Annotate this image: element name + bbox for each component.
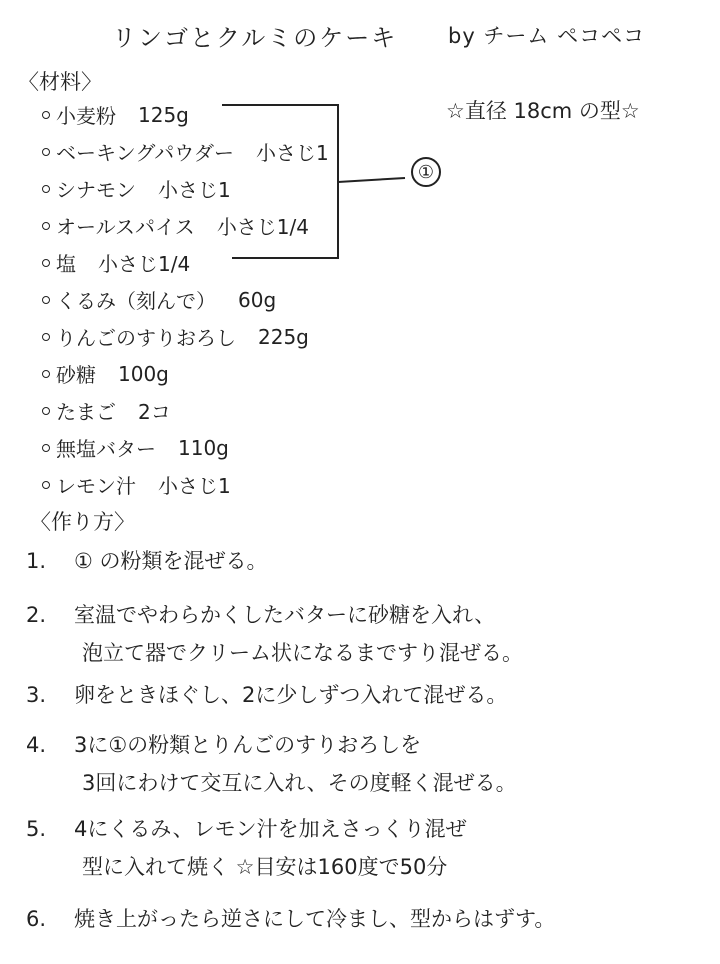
ingredient-name: くるみ（刻んで） xyxy=(56,289,216,313)
ingredient-amount: 小さじ1 xyxy=(158,474,231,498)
step-item xyxy=(26,679,555,729)
ingredient-name: レモン汁 xyxy=(56,474,136,498)
ingredients-heading: 〈材料〉 xyxy=(18,70,102,94)
ingredient-amount: 225g xyxy=(258,324,309,349)
ingredient-name: 小麦粉 xyxy=(56,104,116,128)
step-number: 4. xyxy=(26,733,47,757)
step-number: 2. xyxy=(26,603,47,627)
group-marker: ① xyxy=(411,157,441,187)
step-text-continued: 泡立て器でクリーム状になるまですり混ぜる。 xyxy=(82,641,523,665)
ingredient-amount: 110g xyxy=(178,435,229,460)
ingredient-name: ベーキングパウダー xyxy=(56,141,234,165)
ingredient-name: オールスパイス xyxy=(56,215,195,239)
ingredient-name: 塩 xyxy=(56,252,76,276)
mold-size-note: ☆直径 18cm の型☆ xyxy=(446,99,640,123)
step-item xyxy=(26,545,555,599)
step-item xyxy=(26,903,555,953)
step-number: 1. xyxy=(26,549,47,573)
ingredient-amount: 2コ xyxy=(138,400,171,424)
step-text: 室温でやわらかくしたバターに砂糖を入れ、 xyxy=(74,603,496,627)
ingredient-amount: 小さじ1 xyxy=(256,141,329,165)
step-list xyxy=(26,545,555,953)
step-number: 5. xyxy=(26,817,47,841)
ingredient-amount: 小さじ1/4 xyxy=(98,252,191,276)
ingredient-name: 無塩バター xyxy=(56,437,156,461)
ingredient-amount: 125g xyxy=(138,102,189,127)
step-text: 卵をときほぐし、2に少しずつ入れて混ぜる。 xyxy=(74,683,508,707)
ingredient-amount: 小さじ1 xyxy=(158,178,231,202)
recipe-byline: by チーム ペコペコ xyxy=(448,24,646,48)
method-heading: 〈作り方〉 xyxy=(30,510,135,534)
ingredient-name: シナモン xyxy=(56,178,136,202)
ingredient-name: たまご xyxy=(56,400,116,424)
step-number: 3. xyxy=(26,683,47,707)
step-item xyxy=(26,813,555,903)
recipe-title: リンゴとクルミのケーキ xyxy=(112,24,398,52)
ingredient-amount: 小さじ1/4 xyxy=(216,215,309,239)
ingredient-name: りんごのすりおろし xyxy=(56,326,236,350)
ingredient-amount: 60g xyxy=(238,287,277,312)
step-text-continued: 3回にわけて交互に入れ、その度軽く混ぜる。 xyxy=(82,771,517,795)
ingredient-name: 砂糖 xyxy=(56,363,96,387)
step-item xyxy=(26,599,555,679)
step-text: 3に①の粉類とりんごのすりおろしを xyxy=(74,733,422,757)
step-text: ① の粉類を混ぜる。 xyxy=(74,549,268,573)
step-item xyxy=(26,729,555,813)
step-text: 焼き上がったら逆さにして冷まし、型からはずす。 xyxy=(74,907,556,931)
ingredient-amount: 100g xyxy=(118,361,169,386)
step-text-continued: 型に入れて焼く ☆目安は160度で50分 xyxy=(82,855,448,879)
step-number: 6. xyxy=(26,907,47,931)
step-text: 4にくるみ、レモン汁を加えさっくり混ぜ xyxy=(74,817,467,841)
